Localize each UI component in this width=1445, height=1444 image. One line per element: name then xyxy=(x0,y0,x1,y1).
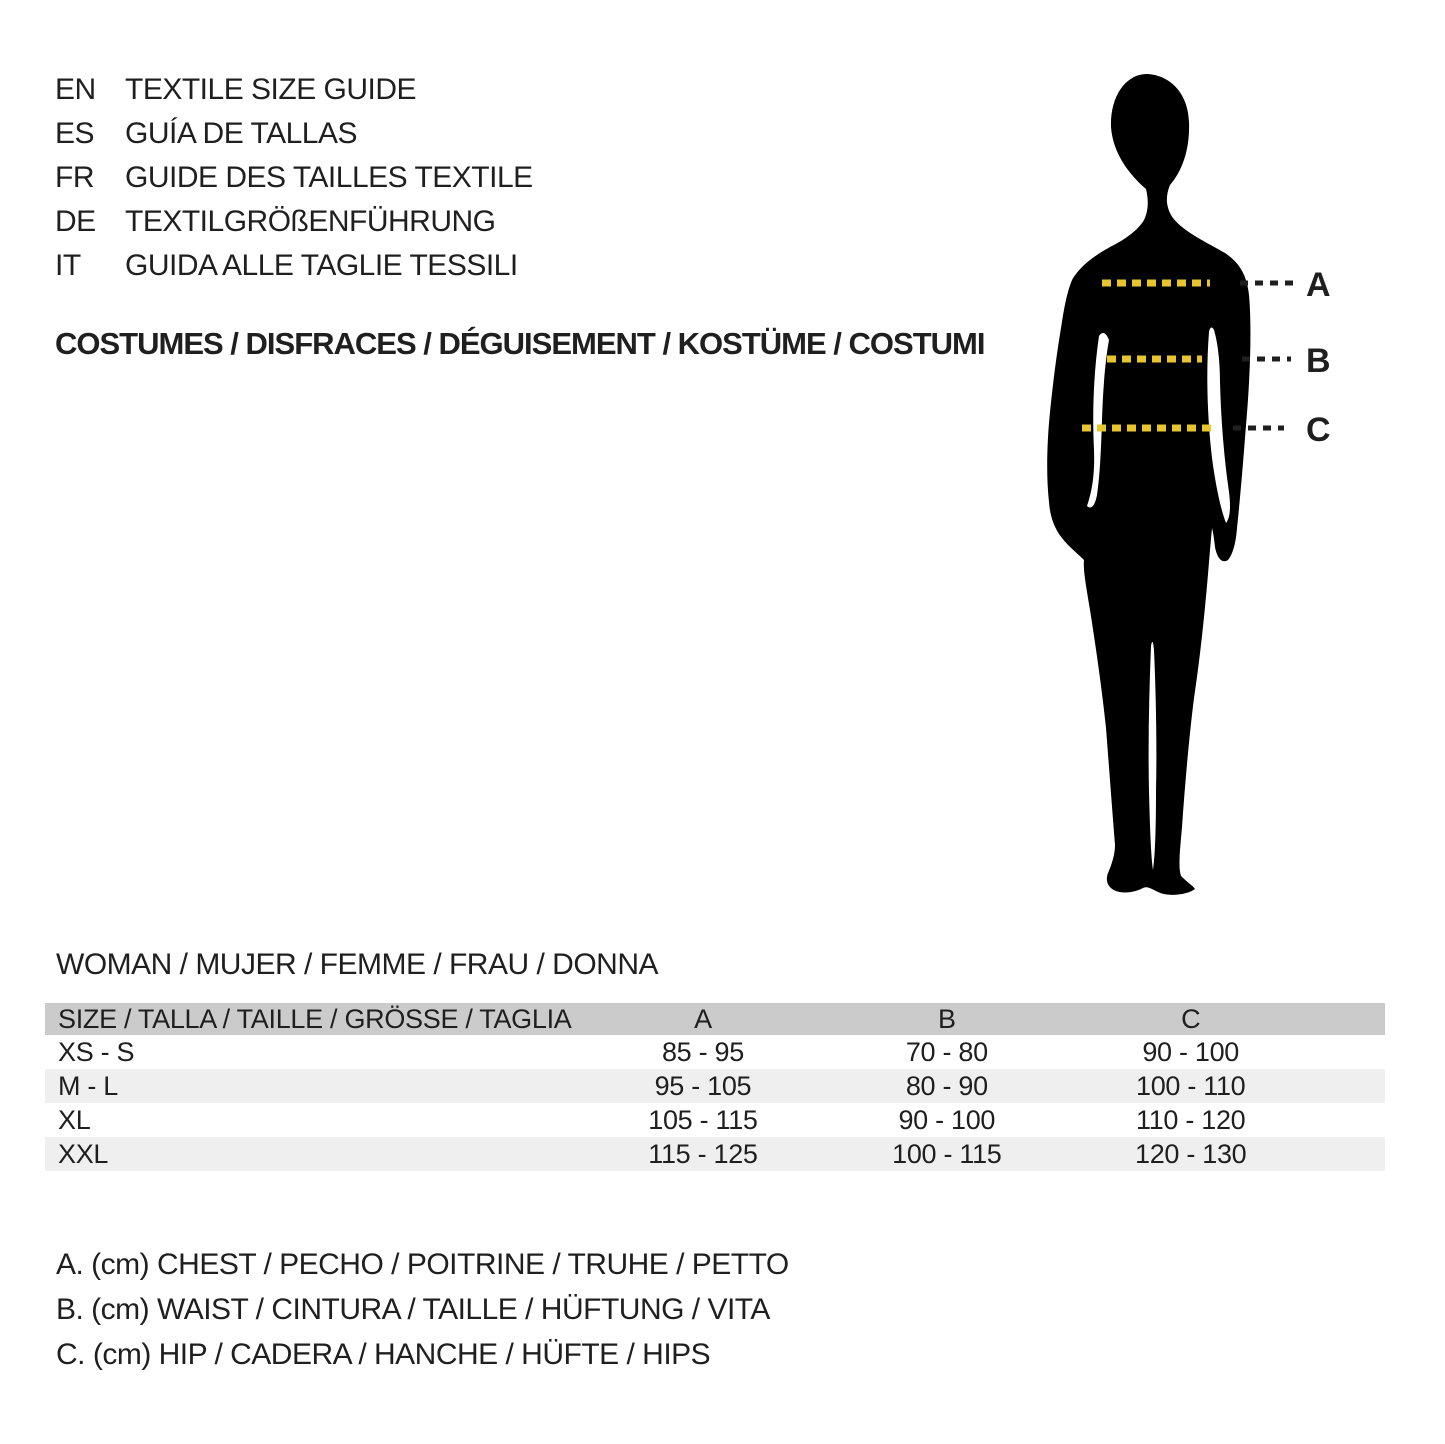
value-cell-c: 100 - 110 xyxy=(1135,1070,1246,1101)
size-cell: XL xyxy=(58,1104,91,1135)
table-row-xxl xyxy=(45,1137,1385,1171)
value-cell-c: 90 - 100 xyxy=(1142,1036,1240,1067)
column-header-c: C xyxy=(1181,1003,1201,1034)
size-cell: M - L xyxy=(58,1070,119,1101)
measure-legend xyxy=(56,1242,789,1377)
woman-silhouette-figure xyxy=(1000,70,1440,900)
lang-row-es xyxy=(55,112,533,156)
column-header-b: B xyxy=(937,1003,956,1034)
lang-label: TEXTILE SIZE GUIDE xyxy=(125,73,417,106)
lang-row-en xyxy=(55,68,533,112)
lang-code: DE xyxy=(55,205,96,238)
woman-silhouette xyxy=(1047,74,1250,895)
value-cell-a: 95 - 105 xyxy=(654,1070,752,1101)
lang-row-de xyxy=(55,200,533,244)
value-cell-b: 80 - 90 xyxy=(905,1070,988,1101)
value-cell-a: 85 - 95 xyxy=(661,1036,744,1067)
legend-item-chest: A. (cm) CHEST / PECHO / POITRINE / TRUHE / PETTO xyxy=(56,1247,789,1281)
value-cell-b: 70 - 80 xyxy=(905,1036,988,1067)
size-cell: XXL xyxy=(58,1138,109,1169)
lang-label: TEXTILGRÖßENFÜHRUNG xyxy=(125,205,496,238)
size-cell: XS - S xyxy=(58,1036,135,1067)
lang-row-fr xyxy=(55,156,533,200)
value-cell-a: 115 - 125 xyxy=(648,1138,758,1169)
legend-item-hip: C. (cm) HIP / CADERA / HANCHE / HÜFTE / HIPS xyxy=(56,1337,711,1371)
language-guide-list xyxy=(55,68,533,288)
table-row-xl xyxy=(45,1103,1385,1137)
table-row-m-l xyxy=(45,1069,1385,1103)
measure-label-a: A xyxy=(1306,266,1331,304)
woman-section-title: WOMAN / MUJER / FEMME / FRAU / DONNA xyxy=(56,948,658,981)
value-cell-b: 90 - 100 xyxy=(898,1104,996,1135)
value-cell-c: 120 - 130 xyxy=(1134,1138,1247,1169)
lang-label: GUIDE DES TAILLES TEXTILE xyxy=(125,161,533,194)
measure-figure xyxy=(1000,70,1440,900)
lang-code: FR xyxy=(55,161,94,194)
category-heading: COSTUMES / DISFRACES / DÉGUISEMENT / KOSTÜME / COSTUMI xyxy=(55,326,985,361)
value-cell-b: 100 - 115 xyxy=(892,1138,1002,1169)
measure-label-b: B xyxy=(1306,342,1331,380)
lang-code: ES xyxy=(55,117,95,150)
value-cell-c: 110 - 120 xyxy=(1135,1104,1246,1135)
lang-code: IT xyxy=(55,249,81,282)
lang-row-it xyxy=(55,244,533,288)
size-column-header: SIZE / TALLA / TAILLE / GRÖSSE / TAGLIA xyxy=(58,1003,572,1034)
size-table xyxy=(45,1003,1385,1171)
column-header-a: A xyxy=(694,1003,712,1034)
legend-item-waist: B. (cm) WAIST / CINTURA / TAILLE / HÜFTUNG / VITA xyxy=(56,1292,770,1326)
table-row-xs-s xyxy=(45,1035,1385,1069)
value-cell-a: 105 - 115 xyxy=(648,1104,758,1135)
lang-code: EN xyxy=(55,73,96,106)
lang-label: GUÍA DE TALLAS xyxy=(125,117,357,150)
size-table-header-row xyxy=(45,1003,1385,1035)
lang-label: GUIDA ALLE TAGLIE TESSILI xyxy=(125,249,518,282)
measure-label-c: C xyxy=(1306,411,1331,449)
